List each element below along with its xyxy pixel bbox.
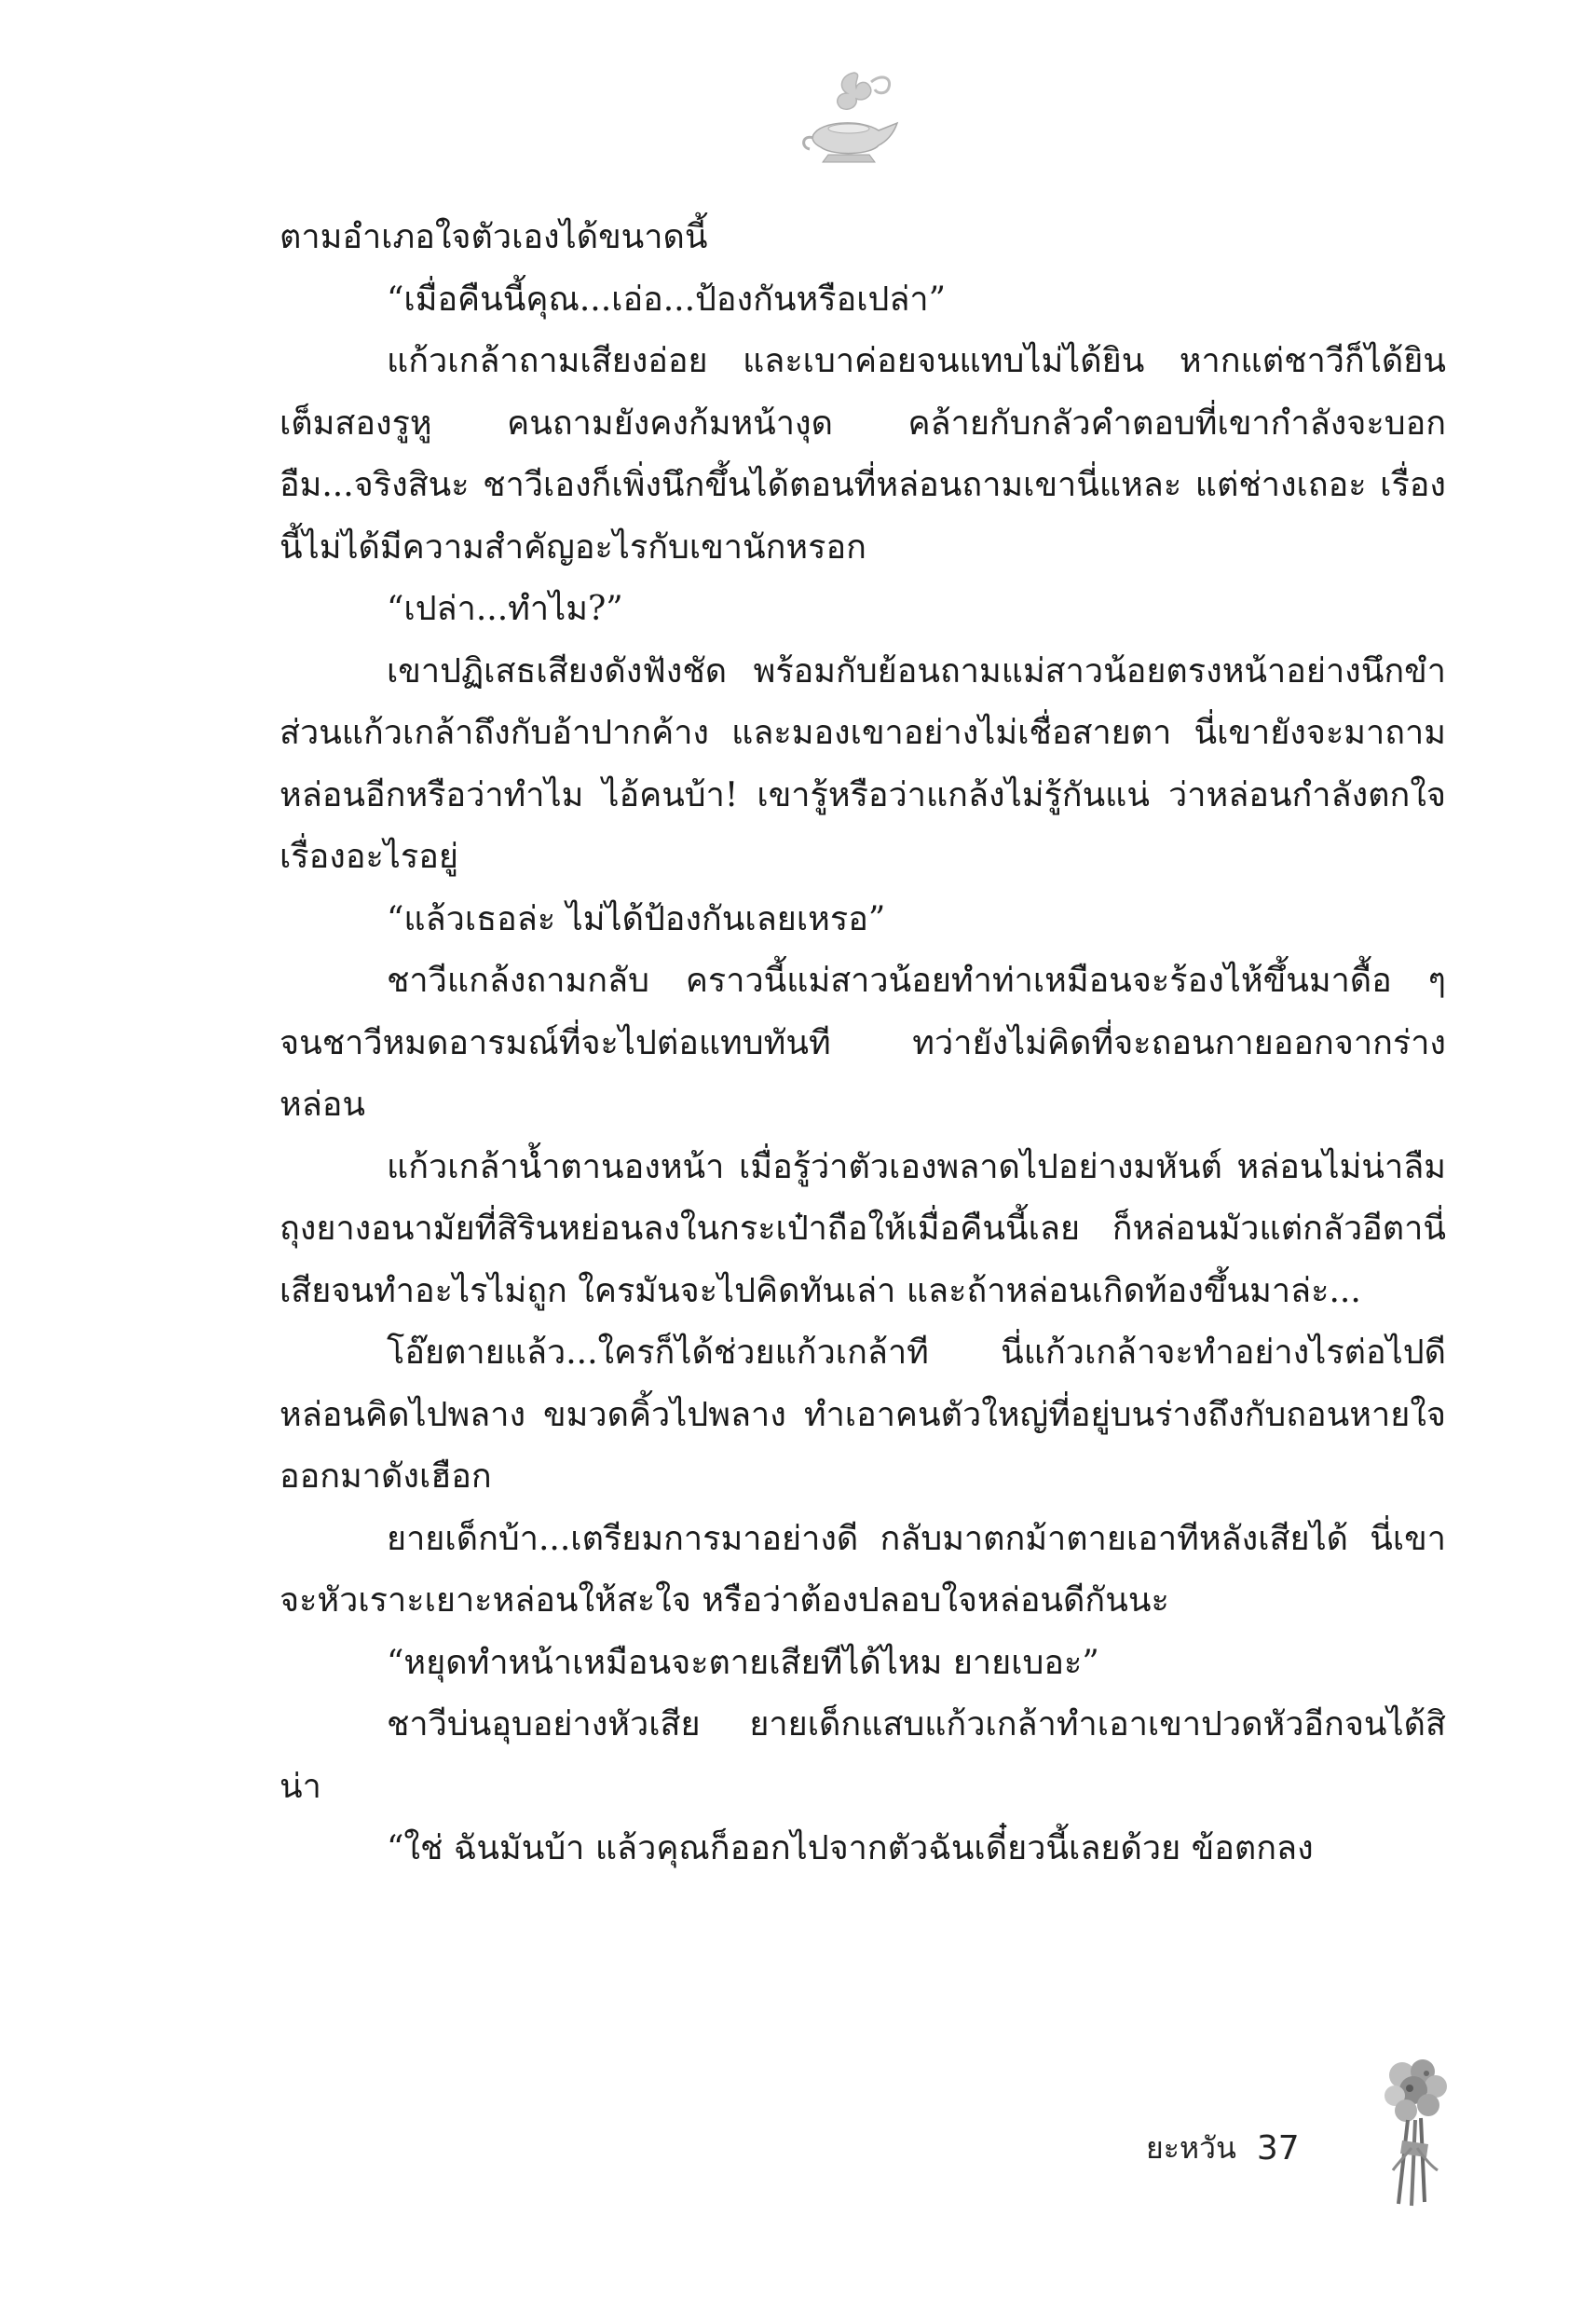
- running-footer-title: ยะหวัน: [1146, 2130, 1236, 2166]
- paragraph: “เปล่า...ทำไม?”: [387, 590, 623, 628]
- paragraph: “เมื่อคืนนี้คุณ...เอ่อ...ป้องกันหรือเปล่า”: [387, 280, 947, 319]
- body-text: [280, 207, 1446, 1880]
- paragraph: ชาวีแกล้งถามกลับ คราวนี้แม่สาวน้อยทำท่าเหมือนจะร้องไห้ขึ้นมาดื้อ ๆ จนชาวีหมดอารมณ์ที่จะไปต่อแทบทันที ทว่ายังไม่คิดที่จะถอนกายออกจากร่างหล่อน: [280, 962, 1446, 1124]
- paragraph: “ใช่ ฉันมันบ้า แล้วคุณก็ออกไปจากตัวฉันเดี๋ยวนี้เลยด้วย ข้อตกลง: [387, 1829, 1314, 1867]
- paragraph: เขาปฏิเสธเสียงดังฟังชัด พร้อมกับย้อนถามแม่สาวน้อยตรงหน้าอย่างนึกขำ ส่วนแก้วเกล้าถึงกับอ้าปากค้าง และมองเขาอย่างไม่เชื่อสายตา นี่เขายังจะมาถามหล่อนอีกหรือว่าทำไม ไอ้คนบ้า! เขารู้หรือว่าแกล้งไม่รู้กันแน่ ว่าหล่อนกำลังตกใจเรื่องอะไรอยู่: [280, 651, 1446, 876]
- paragraph: ตามอำเภอใจตัวเองได้ขนาดนี้: [280, 218, 708, 256]
- flower-bouquet-icon: [1374, 2055, 1458, 2213]
- page-number: 37: [1256, 2129, 1300, 2167]
- paragraph: ชาวีบ่นอุบอย่างหัวเสีย ยายเด็กแสบแก้วเกล้าทำเอาเขาปวดหัวอีกจนได้สิน่า: [280, 1705, 1446, 1806]
- paragraph: “หยุดทำหน้าเหมือนจะตายเสียทีได้ไหม ยายเบอะ”: [387, 1643, 1099, 1682]
- paragraph: แก้วเกล้าถามเสียงอ่อย และเบาค่อยจนแทบไม่ได้ยิน หากแต่ชาวีก็ได้ยินเต็มสองรูหู คนถามยังคงก้มหน้างุด คล้ายกับกลัวคำตอบที่เขากำลังจะบอก อืม...จริงสินะ ชาวีเองก็เพิ่งนึกขึ้นได้ตอนที่หล่อนถามเขานี่แหละ แต่ช่างเถอะ เรื่องนี้ไม่ได้มีความสำคัญอะไรกับเขานักหรอก: [280, 342, 1446, 567]
- paragraph: โอ๊ยตายแล้ว...ใครก็ได้ช่วยแก้วเกล้าที นี่แก้วเกล้าจะทำอย่างไรต่อไปดี หล่อนคิดไปพลาง ขมวดคิ้วไปพลาง ทำเอาคนตัวใหญ่ที่อยู่บนร่างถึงกับถอนหายใจออกมาดังเฮือก: [280, 1333, 1446, 1496]
- page-footer: [1146, 2125, 1300, 2172]
- paragraph: “แล้วเธอล่ะ ไม่ได้ป้องกันเลยเหรอ”: [387, 899, 886, 938]
- paragraph: ยายเด็กบ้า...เตรียมการมาอย่างดี กลับมาตกม้าตายเอาทีหลังเสียได้ นี่เขาจะหัวเราะเยาะหล่อนให้สะใจ หรือว่าต้องปลอบใจหล่อนดีกันนะ: [280, 1519, 1446, 1620]
- genie-lamp-icon: [797, 65, 908, 177]
- paragraph: แก้วเกล้าน้ำตานองหน้า เมื่อรู้ว่าตัวเองพลาดไปอย่างมหันต์ หล่อนไม่น่าลืมถุงยางอนามัยที่สิรินหย่อนลงในกระเป๋าถือให้เมื่อคืนนี้เลย ก็หล่อนมัวแต่กลัวอีตานี่เสียจนทำอะไรไม่ถูก ใครมันจะไปคิดทันเล่า และถ้าหล่อนเกิดท้องขึ้นมาล่ะ...: [280, 1147, 1446, 1310]
